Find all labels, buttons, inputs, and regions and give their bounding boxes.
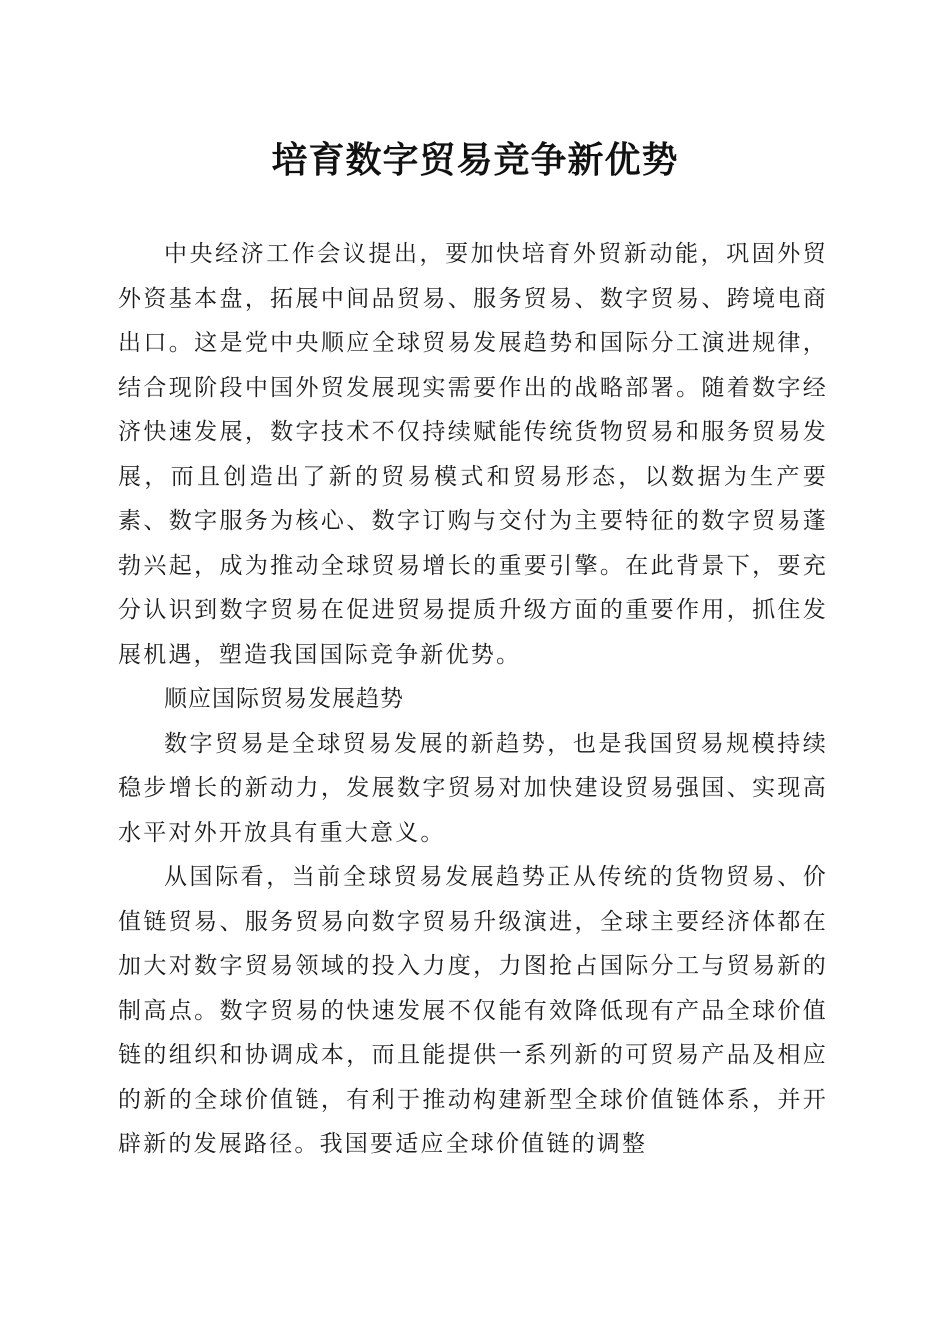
section-heading: 顺应国际贸易发展趋势 bbox=[164, 686, 404, 712]
paragraph-intro: 中央经济工作会议提出，要加快培育外贸新动能，巩固外贸外资基本盘，拓展中间品贸易、服务贸易、数字贸易、跨境电商出口。这是党中央顺应全球贸易发展趋势和国际分工演进规律，结合现阶段中国外贸发展现实需要作出的战略部署。随着数字经济快速发展，数字技术不仅持续赋能传统货物贸易和服务贸易发展，而且创造出了新的贸易模式和贸易形态，以数据为生产要素、数字服务为核心、数字订购与交付为主要特征的数字贸易蓬勃兴起，成为推动全球贸易增长的重要引擎。在此背景下，要充分认识到数字贸易在促进贸易提质升级方面的重要作用，抓住发展机遇，塑造我国国际竞争新优势。 bbox=[118, 241, 828, 668]
document-body bbox=[118, 232, 828, 1167]
paragraph-international: 从国际看，当前全球贸易发展趋势正从传统的货物贸易、价值链贸易、服务贸易向数字贸易升级演进，全球主要经济体都在加大对数字贸易领域的投入力度，力图抢占国际分工与贸易新的制高点。数字贸易的快速发展不仅能有效降低现有产品全球价值链的组织和协调成本，而且能提供一系列新的可贸易产品及相应的新的全球价值链，有利于推动构建新型全球价值链体系，并开辟新的发展路径。我国要适应全球价值链的调整 bbox=[118, 864, 828, 1157]
paragraph-trend: 数字贸易是全球贸易发展的新趋势，也是我国贸易规模持续稳步增长的新动力，发展数字贸易对加快建设贸易强国、实现高水平对外开放具有重大意义。 bbox=[118, 730, 828, 846]
document-title: 培育数字贸易竞争新优势 bbox=[271, 139, 679, 181]
